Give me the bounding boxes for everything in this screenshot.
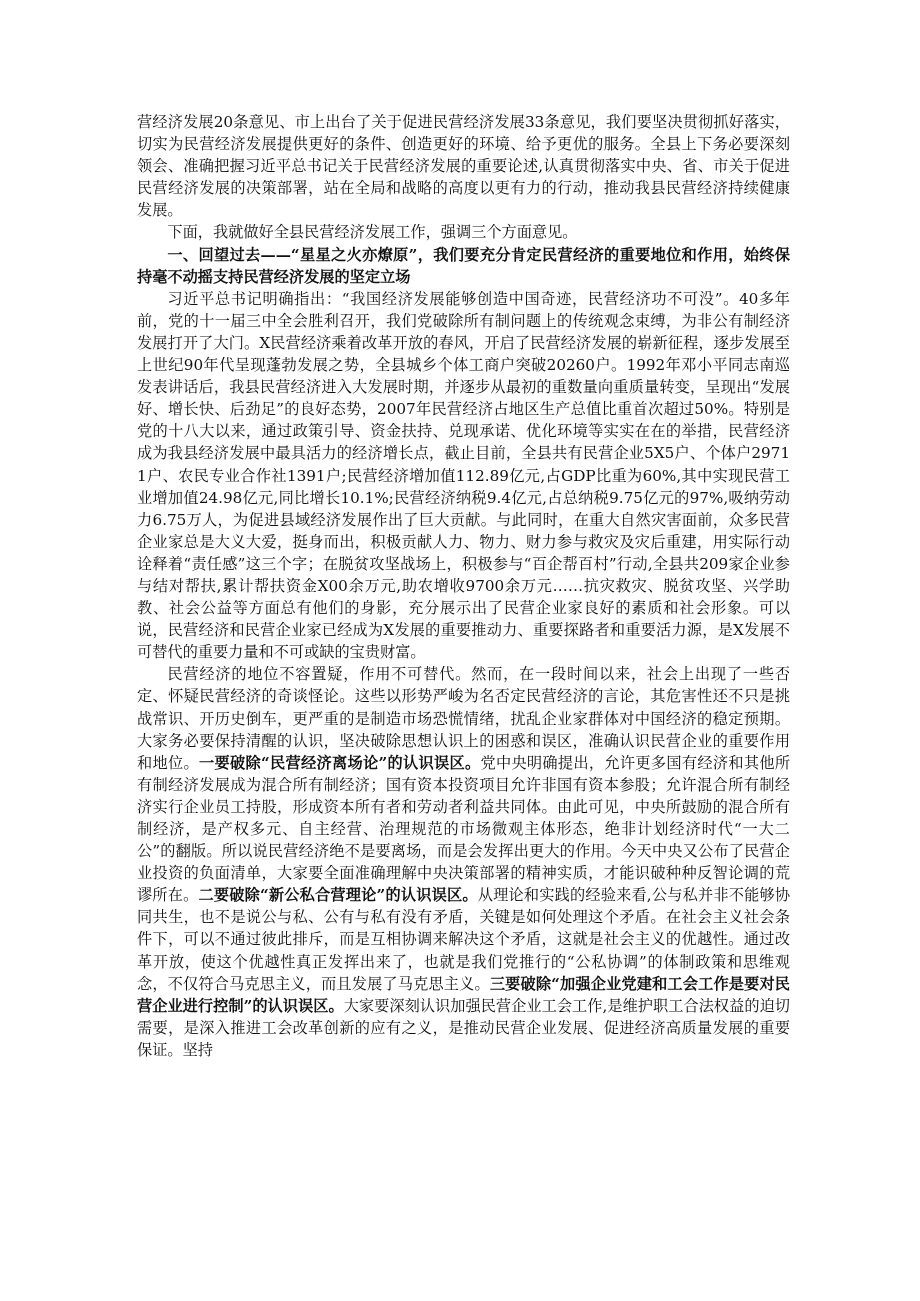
misconception-3-text: 大家要深刻认识加强民营企业工会工作,是维护职工合法权益的迫切需要，是深入推进工会改革创新的应有之义，是推动民营企业发展、促进经济高质量发展的重要保证。坚持	[137, 996, 790, 1059]
section-heading-1: 一、回望过去——“星星之火亦燎原”，我们要充分肯定民营经济的重要地位和作用，始终保持毫不动摇支持民营经济发展的坚定立场	[137, 245, 790, 286]
misconception-2-text: 从理论和实践的经验来看,公与私并非不能够协同共生，也不是说公与私、公有与私有没有矛盾，关键是如何处理这个矛盾。在社会主义社会条件下，可以不通过彼此排斥，而是互相协调来解决这个矛盾，这就是社会主义的优越性。通过改革开放，使这个优越性真正发挥出来了，也就是我们党推行的“公私协调”的体制政策和思维观念，不仅符合马克思主义，而且发展了马克思主义。	[137, 886, 791, 993]
misconception-1-text: 党中央明确提出，允许更多国有经济和其他所有制经济发展成为混合所有制经济；国有资本投资项目允许非国有资本参股；允许混合所有制经济实行企业员工持股，形成资本所有者和劳动者利益共同体。由此可见，中央所鼓励的混合所有制经济，是产权多元、自主经营、治理规范的市场微观主体形态，绝非计划经济时代“一大二公”的翻版。所以说民营经济绝不是要离场，而是会发挥出更大的作用。今天中央又公布了民营企业投资的负面清单，大家要全面准确理解中央决策部署的精神实质，才能识破种种反智论调的荒谬所在。	[137, 753, 791, 905]
paragraph-intro: 营经济发展20条意见、市上出台了关于促进民营经济发展33条意见，我们要坚决贯彻抓好落实，切实为民营经济发展提供更好的条件、创造更好的环境、给予更优的服务。全县上下务必要深刻领会、准确把握习近平总书记关于民营经济发展的重要论述,认真贯彻落实中央、省、市关于促进民营经济发展的决策部署，站在全局和战略的高度以更有力的行动，推动我县民营经济持续健康发展。	[137, 113, 790, 220]
paragraph-history: 习近平总书记明确指出：“我国经济发展能够创造中国奇迹，民营经济功不可没”。40多年前，党的十一届三中全会胜利召开，我们党破除所有制问题上的传统观念束缚，为非公有制经济发展打开了大门。X民营经济乘着改革开放的春风，开启了民营经济发展的崭新征程，逐步发展至上世纪90年代呈现蓬勃发展之势，全县城乡个体工商户突破20260户。1992年邓小平同志南巡发表讲话后，我县民营经济进入大发展时期，并逐步从最初的重数量向重质量转变，呈现出“发展好、增长快、后劲足”的良好态势，2007年民营经济占地区生产总值比重首次超过50%。特别是党的十八大以来，通过政策引导、资金扶持、兑现承诺、优化环境等实实在在的举措，民营经济成为我县经济发展中最具活力的经济增长点，截止目前，全县共有民营企业5X5户、个体户29711户、农民专业合作社1391户;民营经济增加值112.89亿元,占GDP比重为60%,其中实现民营工业增加值24.98亿元,同比增长10.1%;民营经济纳税9.4亿元,占总纳税9.75亿元的97%,吸纳劳动力6.75万人，为促进县域经济发展作出了巨大贡献。与此同时，在重大自然灾害面前，众多民营企业家总是大义大爱，挺身而出，积极贡献人力、物力、财力参与救灾及灾后重建，用实际行动诠释着“责任感”这三个字；在脱贫攻坚战场上，积极参与“百企帮百村”行动,全县共209家企业参与结对帮扶,累计帮扶资金X00余万元,助农增收9700余万元……抗灾救灾、脱贫攻坚、兴学助教、社会公益等方面总有他们的身影，充分展示出了民营企业家良好的素质和社会形象。可以说，民营经济和民营企业家已经成为X发展的重要推动力、重要探路者和重要活力源，是X发展不可替代的重要力量和不可或缺的宝贵财富。	[137, 289, 791, 662]
misconception-3-heading: 三要破除“加强企业党建和工会工作是要对民营企业进行控制”的认识误区。	[137, 974, 790, 1015]
paragraph-misconceptions	[137, 663, 790, 1061]
misconception-1-heading: 一要破除“民营经济离场论”的认识误区。	[198, 753, 481, 772]
misconceptions-intro: 民营经济的地位不容置疑，作用不可替代。然而，在一段时间以来，社会上出现了一些否定、怀疑民营经济的奇谈怪论。这些以形势严峻为名否定民营经济的言论，其危害性还不只是挑战常识、开历史倒车，更严重的是制造市场恐慌情绪，扰乱企业家群体对中国经济的稳定预期。大家务必要保持清醒的认识，坚决破除思想认识上的困惑和误区，准确认识民营企业的重要作用和地位。	[137, 665, 790, 772]
document-page	[137, 111, 790, 1061]
paragraph-overview: 下面，我就做好全县民营经济发展工作，强调三个方面意见。	[167, 223, 578, 242]
misconception-2-heading: 二要破除“新公私合营理论”的认识误区。	[198, 886, 478, 905]
